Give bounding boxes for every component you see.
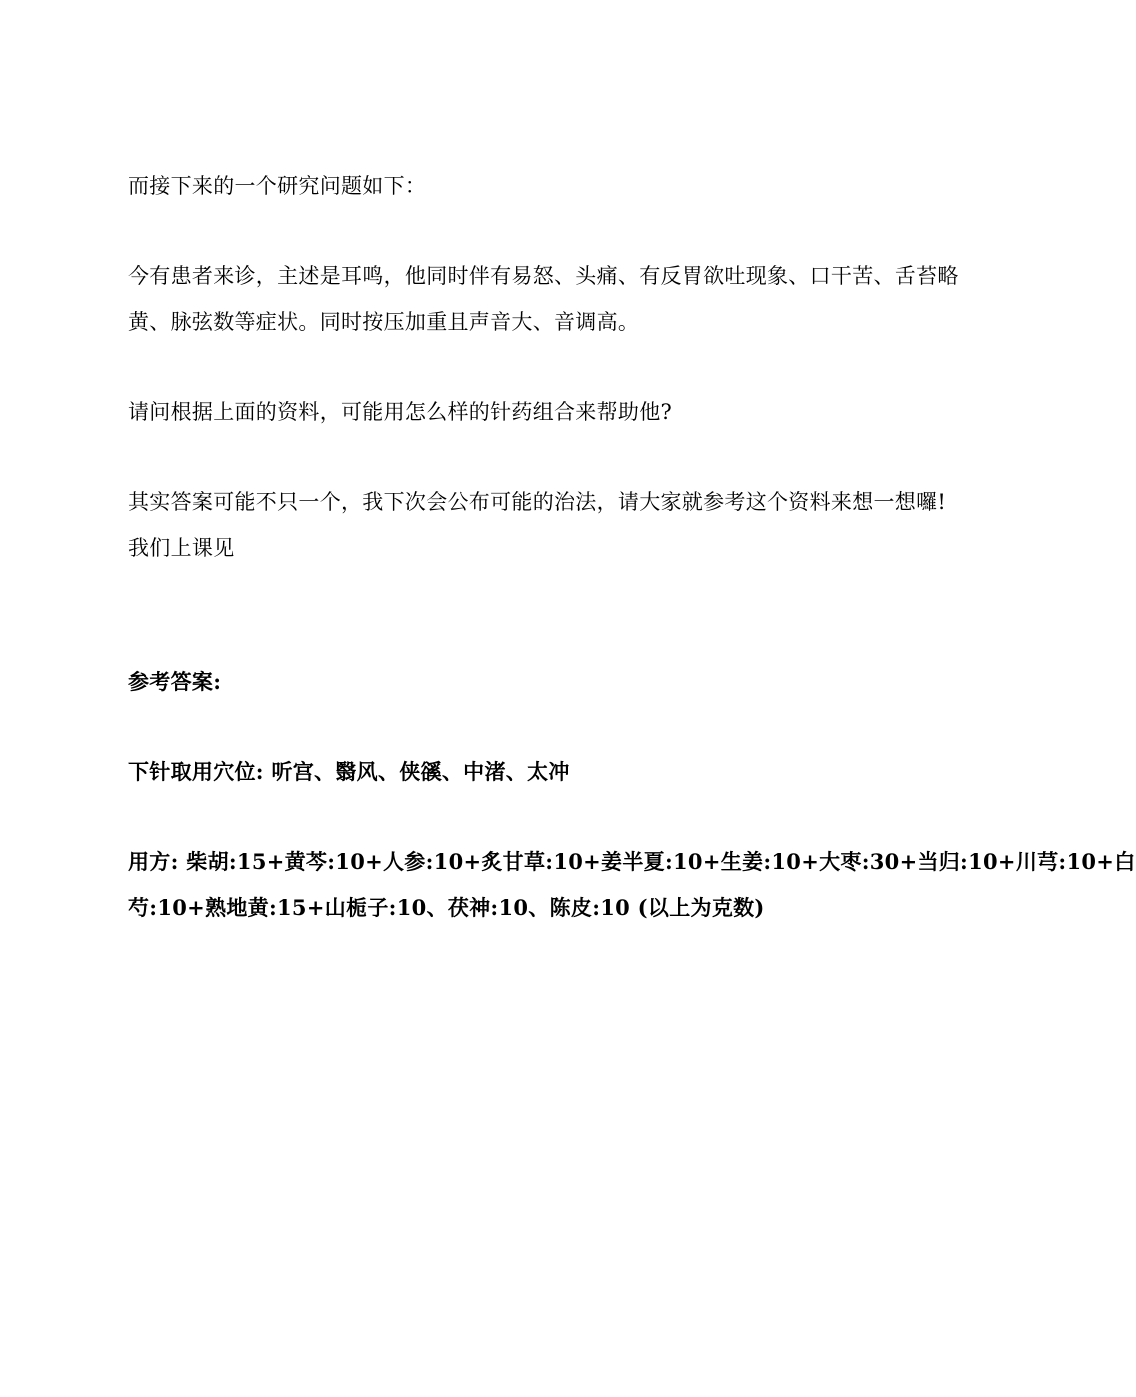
case-description-line-1: 今有患者来诊，主述是耳鸣，他同时伴有易怒、头痛、有反胃欲吐现象、口干苦、舌苔略	[128, 264, 959, 288]
formula-line-2: 芍:10+熟地黄:15+山栀子:10、茯神:10、陈皮:10 (以上为克数)	[128, 895, 765, 920]
answer-heading: 参考答案:	[128, 669, 222, 694]
note-line-2: 我们上课见	[128, 536, 235, 560]
intro-text: 而接下来的一个研究问题如下：	[128, 174, 427, 198]
note-line-1: 其实答案可能不只一个，我下次会公布可能的治法，请大家就参考这个资料来想一想囉!	[128, 490, 947, 514]
formula-line-1: 用方: 柴胡:15+黄芩:10+人参:10+炙甘草:10+姜半夏:10+生姜:10+大枣:30+当归:10+川芎:10+白	[128, 849, 1136, 874]
question-text: 请问根据上面的资料，可能用怎么样的针药组合来帮助他?	[128, 400, 673, 424]
acupoints-text: 下针取用穴位: 听宫、翳风、侠豀、中渚、太冲	[128, 759, 570, 784]
case-description-line-2: 黄、脉弦数等症状。同时按压加重且声音大、音调高。	[128, 310, 640, 334]
